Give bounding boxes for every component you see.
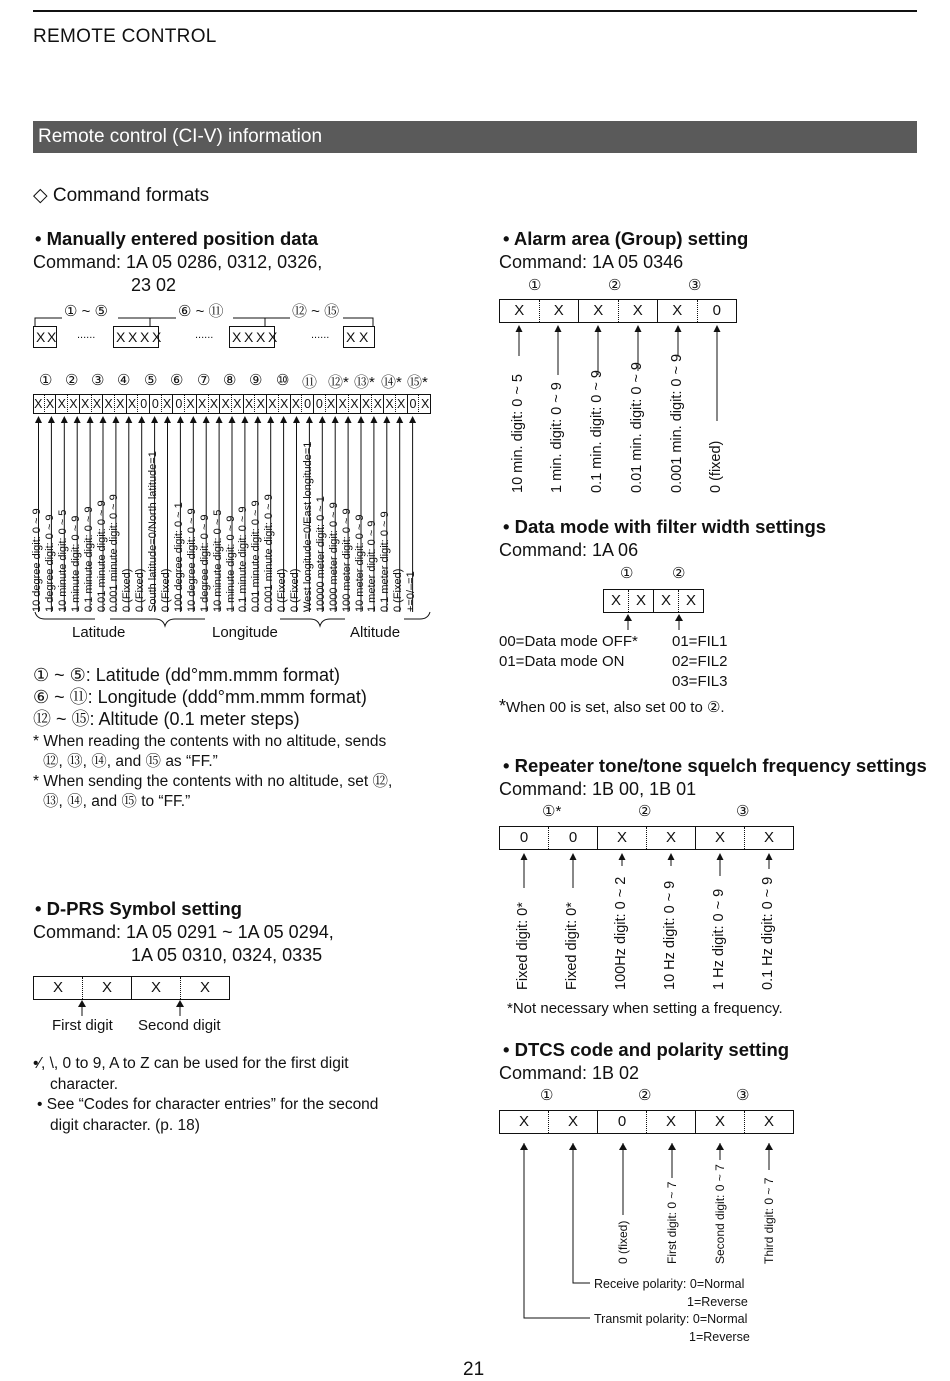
overview-ellipsis: ...... (77, 329, 96, 341)
datamode-value-on: 01=Data mode ON (499, 653, 625, 670)
detail-cell: X (384, 394, 396, 414)
field-number: ③ (91, 372, 105, 389)
dprs-bullet-1: •⁄, \, 0 to 9, A to Z can be used for the first digit (33, 1055, 349, 1072)
receive-polarity-reverse: 1=Reverse (687, 1295, 748, 1309)
detail-cell: X (92, 394, 104, 414)
position-field-description: 1 degree digit: 0 ~ 9 (198, 514, 211, 612)
transmit-polarity-normal: Transmit polarity: 0=Normal (594, 1312, 748, 1326)
group-label-latitude: ① ~ ⑤ (64, 303, 108, 320)
datamode-cell: X (654, 590, 679, 612)
dprs-cell: X (132, 977, 181, 999)
field-number: ② (65, 372, 79, 389)
overview-cell-row (33, 326, 375, 348)
position-field-description: 0.1 meter digit: 0 ~ 9 (379, 511, 392, 612)
dtcs-title: • DTCS code and polarity setting (503, 1039, 790, 1060)
position-field-description: 0 (Fixed) (121, 568, 134, 612)
detail-cell: X (267, 394, 279, 414)
repeater-field-description: 100Hz digit: 0 ~ 2 (613, 876, 629, 990)
field-number: ⑨ (249, 372, 263, 389)
position-field-description: 10 minute digit: 0 ~ 5 (211, 509, 224, 612)
detail-cell: X (68, 394, 80, 414)
repeater-cell: X (763, 829, 774, 846)
overview-ellipsis: ...... (195, 329, 214, 341)
alarm-field-description: 1 min. digit: 0 ~ 9 (549, 382, 565, 493)
detail-cell: X (162, 394, 174, 414)
dprs-cell: X (199, 979, 210, 996)
dtcs-cell: X (763, 1113, 774, 1130)
detail-cell: X (33, 394, 45, 414)
dprs-bullet-2: • See “Codes for character entries” for the second (37, 1096, 379, 1113)
dtcs-field-description: First digit: 0 ~ 7 (665, 1181, 679, 1264)
repeater-field-description: Fixed digit: 0* (515, 902, 531, 990)
overview-cell: X (140, 329, 150, 345)
field-number: ⑪ (302, 374, 318, 391)
overview-cell: X (256, 329, 266, 345)
dtcs-field-description: Second digit: 0 ~ 7 (713, 1164, 727, 1264)
position-legend (33, 664, 367, 730)
detail-cell: X (209, 394, 221, 414)
alarm-field-description: 0.1 min. digit: 0 ~ 9 (589, 370, 605, 493)
dtcs-number-2: ② (638, 1087, 652, 1104)
alarm-field-description: 0.01 min. digit: 0 ~ 9 (629, 362, 645, 493)
overview-ellipsis: ...... (311, 329, 330, 341)
legend-altitude: ⑫ ~ ⑮: Altitude (0.1 meter steps) (33, 709, 300, 729)
filter-value-2: 02=FIL2 (672, 653, 728, 670)
legend-longitude: ⑥ ~ ⑪: Longitude (ddd°mm.mmm format) (33, 687, 367, 707)
repeater-field-description: 10 Hz digit: 0 ~ 9 (662, 880, 678, 990)
position-field-description: 1 minute digit: 0 ~ 9 (224, 515, 237, 612)
alarm-cell: X (619, 300, 659, 322)
dprs-bullet-1-cont: character. (50, 1075, 119, 1093)
field-number: ④ (117, 372, 131, 389)
position-field-description: West longitude=0/East longitude=1 (301, 441, 314, 612)
alarm-number-3: ③ (688, 277, 702, 294)
alarm-number-2: ② (608, 277, 622, 294)
datamode-values (499, 632, 638, 672)
repeater-command: Command: 1B 00, 1B 01 (499, 779, 697, 799)
field-number: ⑧ (223, 372, 237, 389)
detail-cell: 0 (408, 394, 420, 414)
dprs-cell: X (83, 977, 132, 999)
detail-cell: X (115, 394, 127, 414)
repeater-field-description: 0.1 Hz digit: 0 ~ 9 (760, 876, 776, 990)
datamode-number-2: ② (672, 565, 686, 582)
filter-values (672, 632, 727, 692)
receive-polarity (594, 1275, 748, 1311)
dtcs-cell-row (499, 1110, 794, 1134)
position-field-description: 0.1 minute digit: 0 ~ 9 (237, 506, 250, 612)
manual-position-title: • Manually entered position data (35, 228, 318, 249)
detail-cell: X (103, 394, 115, 414)
position-field-description: 10 degree digit: 0 ~ 9 (31, 508, 43, 612)
alarm-cell: X (658, 300, 698, 322)
legend-latitude: ① ~ ⑤: Latitude (dd°mm.mmm format) (33, 665, 341, 685)
transmit-polarity (594, 1310, 750, 1346)
group-label-altitude: ⑫ ~ ⑮ (292, 303, 340, 320)
repeater-field-description: 1 Hz digit: 0 ~ 9 (711, 888, 727, 990)
repeater-cell-row (499, 826, 794, 850)
dprs-first-digit-label: First digit (52, 1017, 113, 1034)
position-field-description: 100 meter digit: 0 ~ 9 (340, 508, 353, 612)
detail-cell: 0 (138, 394, 150, 414)
overview-cell: X (268, 329, 278, 345)
field-number: ⑩ (276, 372, 290, 389)
datamode-cell: X (685, 592, 696, 609)
field-number: ① (39, 372, 53, 389)
position-field-description: 0.01 minute digit: 0 ~ 9 (250, 500, 263, 612)
dtcs-cell: X (549, 1111, 598, 1133)
detail-cell: X (127, 394, 139, 414)
field-number: ⑬* (354, 374, 375, 391)
top-rule (33, 10, 917, 12)
datamode-value-off: 00=Data mode OFF* (499, 633, 638, 650)
command-formats-heading: ◇ Command formats (33, 185, 210, 206)
note-send: * When sending the contents with no altitude, set ⑫, (33, 773, 393, 790)
overview-cell: X (152, 329, 162, 345)
latitude-bracket-label: Latitude (72, 624, 126, 641)
field-number: ⑤ (144, 372, 158, 389)
detail-cell: X (420, 397, 430, 411)
detail-cell: X (326, 394, 338, 414)
longitude-bracket-label: Longitude (212, 624, 278, 641)
dtcs-arrows (0, 0, 1, 1)
dtcs-cell: X (696, 1111, 745, 1133)
alarm-cell: X (500, 300, 540, 322)
datamode-number-1: ① (620, 565, 634, 582)
detail-cell: 0 (302, 394, 314, 414)
dtcs-cell: X (647, 1111, 696, 1133)
position-field-description: 0 (Fixed) (289, 568, 301, 612)
overview-cell: X (346, 329, 356, 345)
datamode-title: • Data mode with filter width settings (503, 516, 827, 537)
alarm-field-description: 0 (fixed) (708, 440, 724, 493)
overview-cell: X (232, 329, 242, 345)
section-header: REMOTE CONTROL (33, 26, 217, 47)
position-field-description: 0 (Fixed) (392, 568, 405, 612)
overview-cell: X (244, 329, 254, 345)
overview-cell: X (47, 329, 57, 345)
datamode-cell-row (603, 589, 704, 613)
repeater-cell: X (696, 827, 745, 849)
position-field-description: 0 (Fixed) (276, 568, 289, 612)
filter-value-3: 03=FIL3 (672, 673, 728, 690)
repeater-cell: 0 (500, 827, 549, 849)
detail-cell: X (396, 394, 408, 414)
position-field-description: 0.001 minute digit: 0 ~ 9 (108, 494, 121, 612)
detail-cell: 0 (173, 394, 185, 414)
dtcs-field-description: 0 (fixed) (616, 1220, 630, 1264)
receive-polarity-normal: Receive polarity: 0=Normal (594, 1277, 745, 1291)
dprs-command-cont: 1A 05 0310, 0324, 0335 (131, 945, 323, 965)
repeater-cell: 0 (549, 827, 598, 849)
alarm-field-description: 10 min. digit: 0 ~ 5 (510, 374, 526, 493)
alarm-title: • Alarm area (Group) setting (503, 228, 749, 249)
alarm-cell: X (540, 300, 580, 322)
position-field-description: 10 minute digit: 0 ~ 5 (56, 509, 69, 612)
alarm-cell: X (579, 300, 619, 322)
detail-cell: X (197, 394, 209, 414)
dtcs-field-description: Third digit: 0 ~ 7 (762, 1177, 776, 1264)
position-field-description: 1000 meter digit: 0 ~ 9 (327, 502, 340, 612)
overview-cell: X (116, 329, 126, 345)
position-field-description: 1 meter digit: 0 ~ 9 (366, 520, 379, 612)
alarm-field-description: 0.001 min. digit: 0 ~ 9 (669, 353, 685, 493)
position-field-description: 0.01 minute digit: 0 ~ 9 (95, 500, 108, 612)
position-field-description: 10 degree digit: 0 ~ 9 (185, 508, 198, 612)
detail-cell: X (279, 394, 291, 414)
detail-cell: X (372, 394, 384, 414)
note-read: * When reading the contents with no altitude, sends (33, 733, 387, 750)
datamode-note (499, 696, 725, 717)
repeater-number-1: ①* (542, 803, 562, 820)
manual-position-command: Command: 1A 05 0286, 0312, 0326, (33, 252, 323, 272)
field-number: ⑥ (170, 372, 184, 389)
detail-cell: X (361, 394, 373, 414)
detail-cell: 0 (314, 394, 326, 414)
position-field-description: 0.001 minute digit: 0 ~ 9 (263, 494, 276, 612)
detail-cell: 0 (150, 394, 162, 414)
repeater-field-description: Fixed digit: 0* (564, 902, 580, 990)
detail-cell: X (220, 394, 232, 414)
field-number-row (33, 371, 433, 391)
dprs-cell-row (33, 976, 230, 1000)
position-field-description: 0 (Fixed) (134, 568, 147, 612)
repeater-cell: X (647, 827, 696, 849)
repeater-number-2: ② (638, 803, 652, 820)
position-field-description: 10 meter digit: 0 ~ 9 (353, 514, 366, 612)
page-number: 21 (463, 1359, 485, 1380)
detail-cell: X (45, 394, 57, 414)
detail-cell: X (337, 394, 349, 414)
datamode-note-text: When 00 is set, also set 00 to ②. (506, 699, 725, 716)
dprs-second-digit-label: Second digit (138, 1017, 221, 1034)
overview-cell: X (36, 329, 46, 345)
manual-position-command-cont: 23 02 (131, 275, 177, 295)
datamode-cell: X (629, 590, 654, 612)
field-number: ⑫* (328, 374, 349, 391)
dtcs-command: Command: 1B 02 (499, 1063, 640, 1083)
position-field-description: +=0/–=1 (405, 571, 418, 612)
detail-cell: X (80, 394, 92, 414)
dtcs-cell: X (500, 1111, 549, 1133)
position-field-description: South latitude=0/North latitude=1 (147, 451, 160, 612)
position-field-description: 0.1 minute digit: 0 ~ 9 (82, 506, 95, 612)
filter-value-1: 01=FIL1 (672, 633, 728, 650)
detail-cell: X (255, 394, 267, 414)
detail-cell-row (33, 394, 431, 414)
detail-cell: X (244, 394, 256, 414)
field-number: ⑮* (407, 374, 428, 391)
datamode-cell: X (604, 590, 629, 612)
dtcs-number-1: ① (540, 1087, 554, 1104)
alarm-command: Command: 1A 05 0346 (499, 252, 684, 272)
position-field-description: 1 minute digit: 0 ~ 9 (69, 515, 82, 612)
detail-cell: X (185, 394, 197, 414)
note-send-cont: ⑬, ⑭, and ⑮ to “FF.” (43, 793, 191, 810)
dprs-bullet-2-cont: digit character. (p. 18) (50, 1116, 200, 1134)
dtcs-cell: 0 (598, 1111, 647, 1133)
section-banner: Remote control (CI-V) information (33, 121, 917, 153)
dprs-command: Command: 1A 05 0291 ~ 1A 05 0294, (33, 922, 334, 942)
alarm-number-1: ① (528, 277, 542, 294)
field-number: ⑭* (381, 374, 402, 391)
datamode-note-star: * (499, 696, 507, 716)
dprs-title: • D-PRS Symbol setting (35, 898, 242, 919)
repeater-title: • Repeater tone/tone squelch frequency settings (503, 755, 927, 776)
detail-cell: X (56, 394, 68, 414)
detail-cell: X (291, 394, 303, 414)
dprs-cell: X (34, 977, 83, 999)
group-label-longitude: ⑥ ~ ⑪ (178, 303, 224, 320)
position-field-description: 10000 meter digit: 0 ~ 1 (314, 496, 327, 612)
field-number: ⑦ (197, 372, 211, 389)
dprs-bullets (33, 1054, 378, 1136)
transmit-polarity-reverse: 1=Reverse (689, 1330, 750, 1344)
alarm-cell: 0 (712, 302, 721, 319)
repeater-cell: X (598, 827, 647, 849)
datamode-command: Command: 1A 06 (499, 540, 639, 560)
dtcs-number-3: ③ (736, 1087, 750, 1104)
alarm-cell-row (499, 299, 737, 323)
overview-cell: X (128, 329, 138, 345)
detail-cell: X (349, 394, 361, 414)
repeater-note: *Not necessary when setting a frequency. (507, 1000, 783, 1017)
altitude-bracket-label: Altitude (350, 624, 401, 641)
altitude-notes (33, 732, 392, 812)
note-read-cont: ⑫, ⑬, ⑭, and ⑮ as “FF.” (43, 753, 218, 770)
overview-cell: X (359, 329, 369, 345)
position-field-description: 100 degree digit: 0 ~ 1 (172, 502, 185, 612)
position-field-description: 0 (Fixed) (160, 568, 172, 612)
detail-cell: X (232, 394, 244, 414)
position-field-description: 1 degree digit: 0 ~ 9 (43, 514, 56, 612)
repeater-number-3: ③ (736, 803, 750, 820)
